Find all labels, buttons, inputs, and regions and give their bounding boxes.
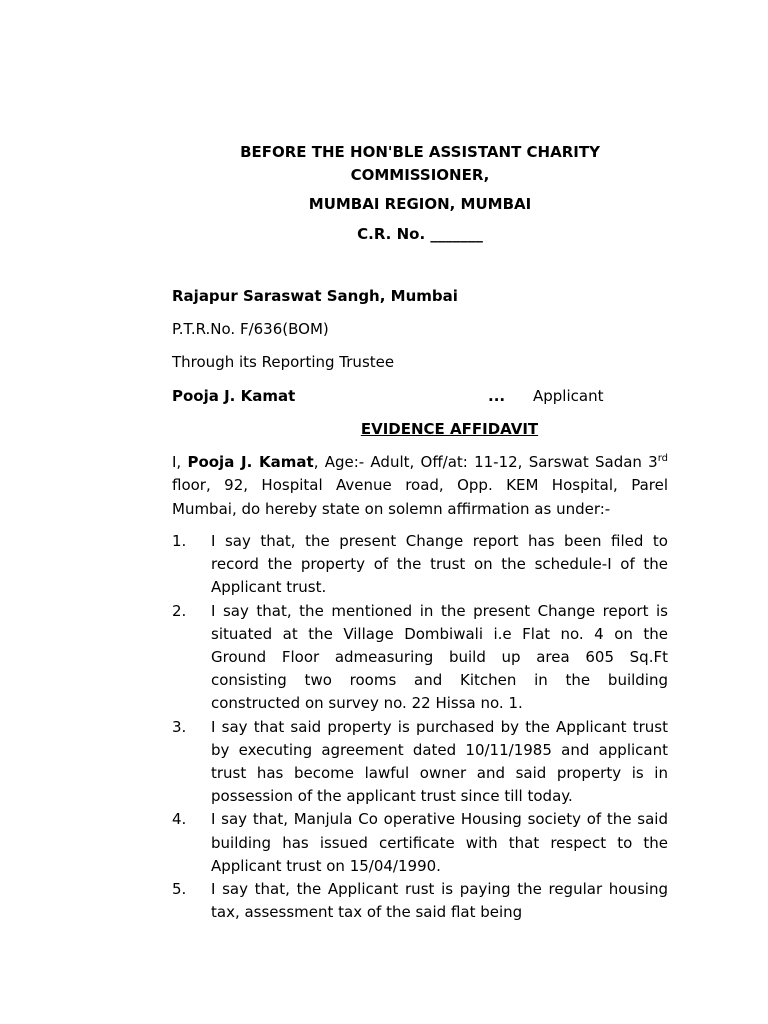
intro-paragraph: [172, 451, 668, 521]
paragraph-number: 2.: [172, 601, 187, 620]
paragraph-number: 5.: [172, 880, 187, 899]
ptr-number: P.T.R.No. F/636(BOM): [172, 320, 329, 338]
list-item: [172, 716, 668, 809]
affidavit-paragraphs: [172, 530, 668, 924]
paragraph-text: I say that, Manjula Co operative Housing society of the said building has issued certificate with that respect to the Applicant trust on 15/04/1990.: [211, 810, 668, 875]
list-item: [172, 878, 668, 924]
applicant-separator: ...: [488, 387, 506, 405]
list-item: [172, 808, 668, 878]
case-number: C.R. No. _______: [357, 225, 483, 243]
list-item: [172, 530, 668, 600]
paragraph-number: 1.: [172, 532, 187, 550]
court-region: MUMBAI REGION, MUMBAI: [308, 195, 532, 213]
deponent-name: Pooja J. Kamat: [187, 453, 314, 471]
paragraph-text: I say that, the Applicant rust is paying the regular housing tax, assessment tax of the said flat being: [211, 880, 668, 922]
paragraph-text: I say that said property is purchased by the Applicant trust by executing agreement dated 10/11/1985 and applicant trust has become lawful owner and said property is in possession of the applicant trust since till today.: [211, 717, 668, 806]
applicant-role: Applicant: [533, 387, 604, 405]
list-item: [172, 600, 668, 716]
paragraph-number: 3.: [172, 717, 187, 736]
trust-name: Rajapur Saraswat Sangh, Mumbai: [172, 287, 458, 305]
intro-superscript: rd: [657, 453, 669, 464]
intro-part2: floor, 92, Hospital Avenue road, Opp. KEM Hospital, Parel Mumbai, do hereby state on solemn affirmation as under:-: [172, 476, 668, 518]
intro-part1: , Age:- Adult, Off/at: 11-12, Sarswat Sadan 3: [313, 453, 658, 471]
court-heading: BEFORE THE HON'BLE ASSISTANT CHARITY COMMISSIONER,: [240, 143, 600, 184]
through-trustee: Through its Reporting Trustee: [172, 353, 395, 371]
paragraph-text: I say that, the present Change report has been filed to record the property of the trust on the schedule-I of the Applicant trust.: [211, 532, 668, 597]
paragraph-number: 4.: [172, 810, 187, 829]
paragraph-text: I say that, the mentioned in the present Change report is situated at the Village Dombiwali i.e Flat no. 4 on the Ground Floor admeasuring build up area 605 Sq.Ft consisting two rooms and Kitchen in the building constructed on survey no. 22 Hissa no. 1.: [211, 601, 668, 713]
affidavit-title: EVIDENCE AFFIDAVIT: [360, 420, 539, 438]
intro-prefix: I,: [172, 453, 188, 471]
applicant-name: Pooja J. Kamat: [172, 387, 296, 405]
